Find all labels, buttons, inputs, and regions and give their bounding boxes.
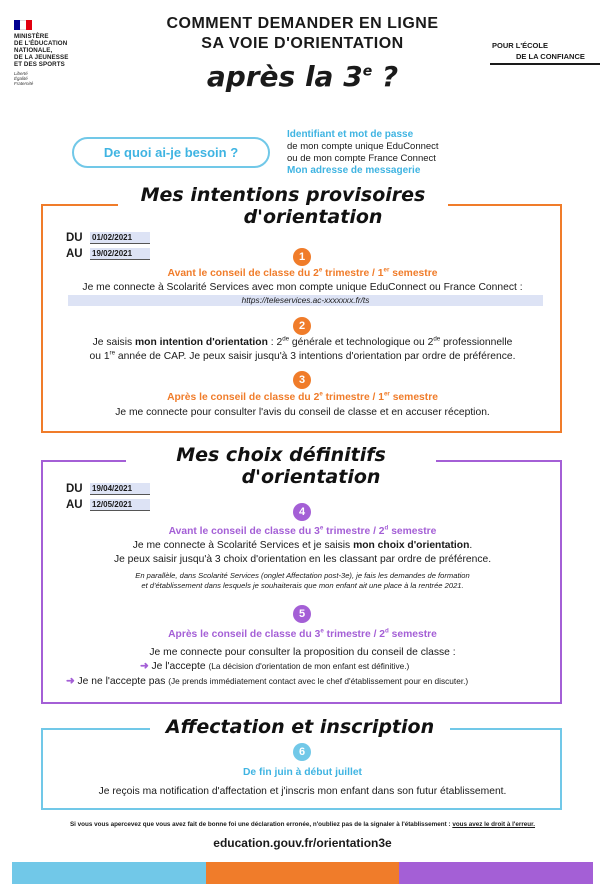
- step-number-2: 2: [293, 317, 311, 335]
- step-4-note: En parallèle, dans Scolarité Services (onglet Affectation post-3e), je fais les demandes de formation et d'établissement dans lesquels je souhaiterais que mon enfant ait une place à la rentrée 2021.: [135, 571, 470, 590]
- needs-pill: De quoi ai-je besoin ?: [72, 137, 270, 168]
- step-1-body: Je me connecte à Scolarité Services avec mon compte unique EduConnect ou France Connect :: [82, 282, 523, 293]
- arrow-right-icon: ➜: [66, 676, 75, 687]
- step-5-body: Je me connecte pour consulter la proposition du conseil de classe :: [149, 647, 456, 658]
- slogan: POUR L'ÉCOLE DE LA CONFIANCE: [490, 40, 600, 65]
- section-title-intentions: Mes intentions provisoires d'orientation: [118, 184, 448, 228]
- date-from-field: 01/02/2021: [90, 232, 150, 244]
- date-to-field: 12/05/2021: [90, 499, 150, 511]
- step-4-body: Je me connecte à Scolarité Services et je saisis mon choix d'orientation. Je peux saisir jusqu'à 3 choix d'orientation en les classant par ordre de préférence.: [113, 540, 492, 565]
- teleservices-link[interactable]: https://teleservices.ac-xxxxxxx.fr/ts: [68, 295, 543, 306]
- step-6-heading: De fin juin à début juillet: [243, 767, 362, 778]
- step-4-heading: Avant le conseil de classe du 3e trimestre / 2$^d$ semestre: [168, 524, 437, 537]
- date-to-field: 19/02/2021: [90, 248, 150, 260]
- title-line-1: COMMENT DEMANDER EN LIGNE: [166, 15, 439, 32]
- needs-item-credentials: Identifiant et mot de passe: [287, 129, 414, 140]
- step-number-3: 3: [293, 371, 311, 389]
- ministry-logo: [14, 20, 94, 86]
- step-5-refuse: ➜ Je ne l'accepte pas (Je prends immédiatement contact avec le chef d'établissement pour en discuter.): [66, 676, 469, 687]
- bottom-color-bar: [12, 862, 593, 884]
- date-from-field: 19/04/2021: [90, 483, 150, 495]
- section-title-final-choices: Mes choix définitifs d'orientation: [126, 444, 436, 488]
- step-3-heading: Après le conseil de classe du 2e trimestre / 1er semestre: [167, 390, 438, 403]
- step-number-4: 4: [293, 503, 311, 521]
- step-6-body: Je reçois ma notification d'affectation et j'inscris mon enfant dans son futur établissement.: [98, 786, 507, 797]
- orientation-link[interactable]: education.gouv.fr/orientation3e: [213, 836, 392, 850]
- french-flag-icon: [14, 20, 32, 30]
- dates-intentions: DU 01/02/2021 AU 19/02/2021: [66, 230, 150, 262]
- section-title-assignment: Affectation et inscription: [150, 716, 450, 738]
- page-title: [140, 14, 465, 93]
- step-number-6: 6: [293, 743, 311, 761]
- step-2-body: Je saisis mon intention d'orientation : 2de générale et technologique ou 2de professionnelle ou 1re année de CAP. Je peux saisir jusqu'à 3 intentions d'orientation par ordre de préférence.: [89, 335, 516, 362]
- arrow-right-icon: ➜: [140, 661, 149, 672]
- title-script: après la 3e ?: [206, 60, 399, 93]
- needs-item-email: Mon adresse de messagerie: [287, 165, 421, 176]
- dates-final-choices: DU 19/04/2021 AU 12/05/2021: [66, 481, 150, 513]
- title-line-2: SA VOIE D'ORIENTATION: [201, 35, 404, 52]
- step-1-heading: Avant le conseil de classe du 2e trimestre / 1er semestre: [167, 266, 438, 279]
- needs-list: Identifiant et mot de passe de mon compte unique EduConnect ou de mon compte France Connect Mon adresse de messagerie: [287, 129, 487, 177]
- step-3-body: Je me connecte pour consulter l'avis du conseil de classe et en accuser réception.: [115, 407, 490, 418]
- step-5-accept: ➜ Je l'accepte (La décision d'orientation de mon enfant est définitive.): [140, 661, 410, 672]
- ministry-name: MINISTÈRE DE L'ÉDUCATION NATIONALE, DE LA JEUNESSE ET DES SPORTS: [14, 33, 69, 68]
- step-number-1: 1: [293, 248, 311, 266]
- footer-note: Si vous vous apercevez que vous avez fait de bonne foi une déclaration erronée, n'oubliez pas de la signaler à l'établissement : vous avez le droit à l'erreur.: [69, 821, 536, 828]
- step-5-heading: Après le conseil de classe du 3e trimestre / 2$^d$ semestre: [168, 627, 437, 640]
- step-number-5: 5: [293, 605, 311, 623]
- republic-motto: Liberté Égalité Fraternité: [14, 71, 34, 86]
